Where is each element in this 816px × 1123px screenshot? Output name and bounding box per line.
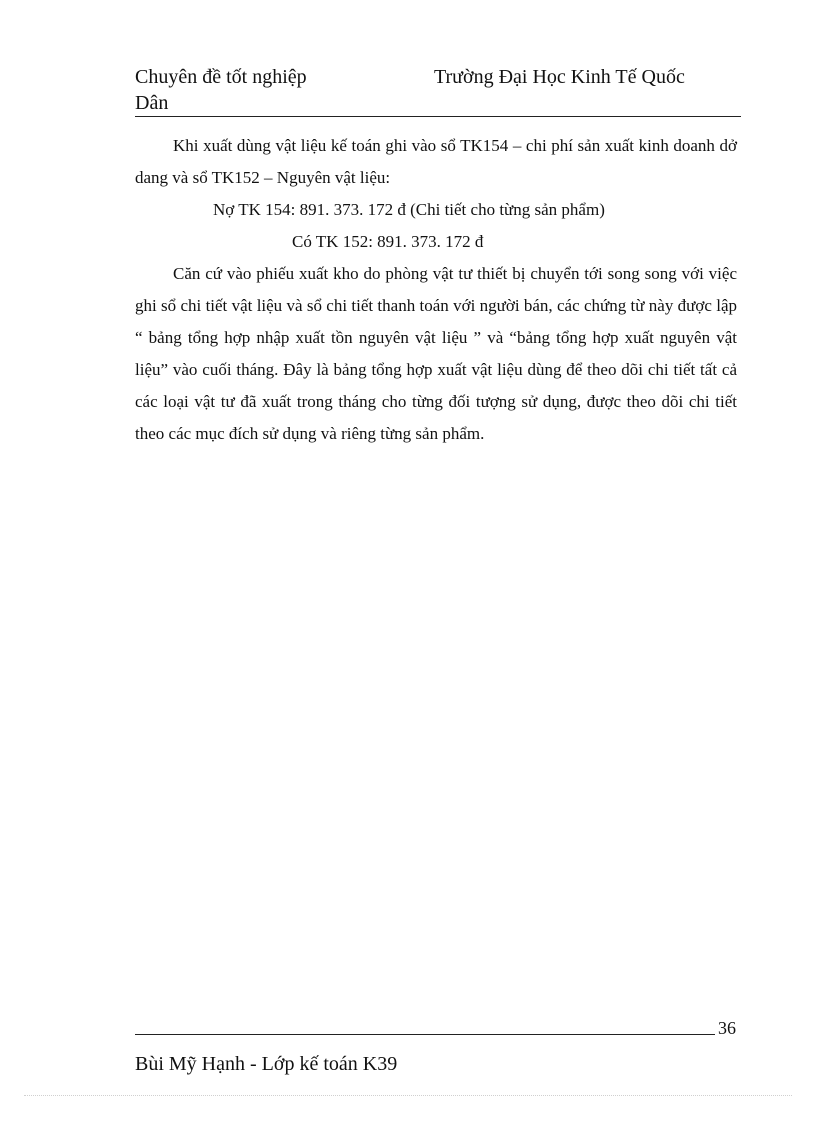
paragraph-summary-table: Căn cứ vào phiếu xuất kho do phòng vật tư thiết bị chuyển tới song song với việc ghi sổ chi tiết vật liệu và sổ chi tiết thanh toán với người bán, các chứng từ này được lập “ bảng tổng hợp nhập xuất tồn nguyên vật liệu ” và “bảng tổng hợp xuất nguyên vật liệu” vào cuối tháng. Đây là bảng tổng hợp xuất vật liệu dùng để theo dõi chi tiết tất cả các loại vật tư đã xuất trong tháng cho từng đối tượng sử dụng, được theo dõi chi tiết theo các mục đích sử dụng và riêng từng sản phẩm. (135, 264, 737, 443)
paragraph-accounting-entry-intro: Khi xuất dùng vật liệu kế toán ghi vào sổ TK154 – chi phí sản xuất kinh doanh dở dang và sổ TK152 – Nguyên vật liệu: (135, 136, 737, 187)
bottom-dotted-border (24, 1095, 792, 1096)
body-text (135, 130, 737, 450)
page-header (135, 64, 741, 117)
footer-author: Bùi Mỹ Hạnh - Lớp kế toán K39 (135, 1053, 398, 1075)
header-university-wrap: Dân (135, 92, 169, 114)
journal-debit-line: Nợ TK 154: 891. 373. 172 đ (Chi tiết cho từng sản phẩm) (213, 200, 605, 219)
page-number: 36 (718, 1018, 736, 1038)
footer-divider (135, 1034, 715, 1035)
header-university: Trường Đại Học Kinh Tế Quốc (434, 66, 685, 88)
header-thesis-title: Chuyên đề tốt nghiệp (135, 66, 307, 88)
journal-credit-line: Có TK 152: 891. 373. 172 đ (292, 232, 484, 251)
